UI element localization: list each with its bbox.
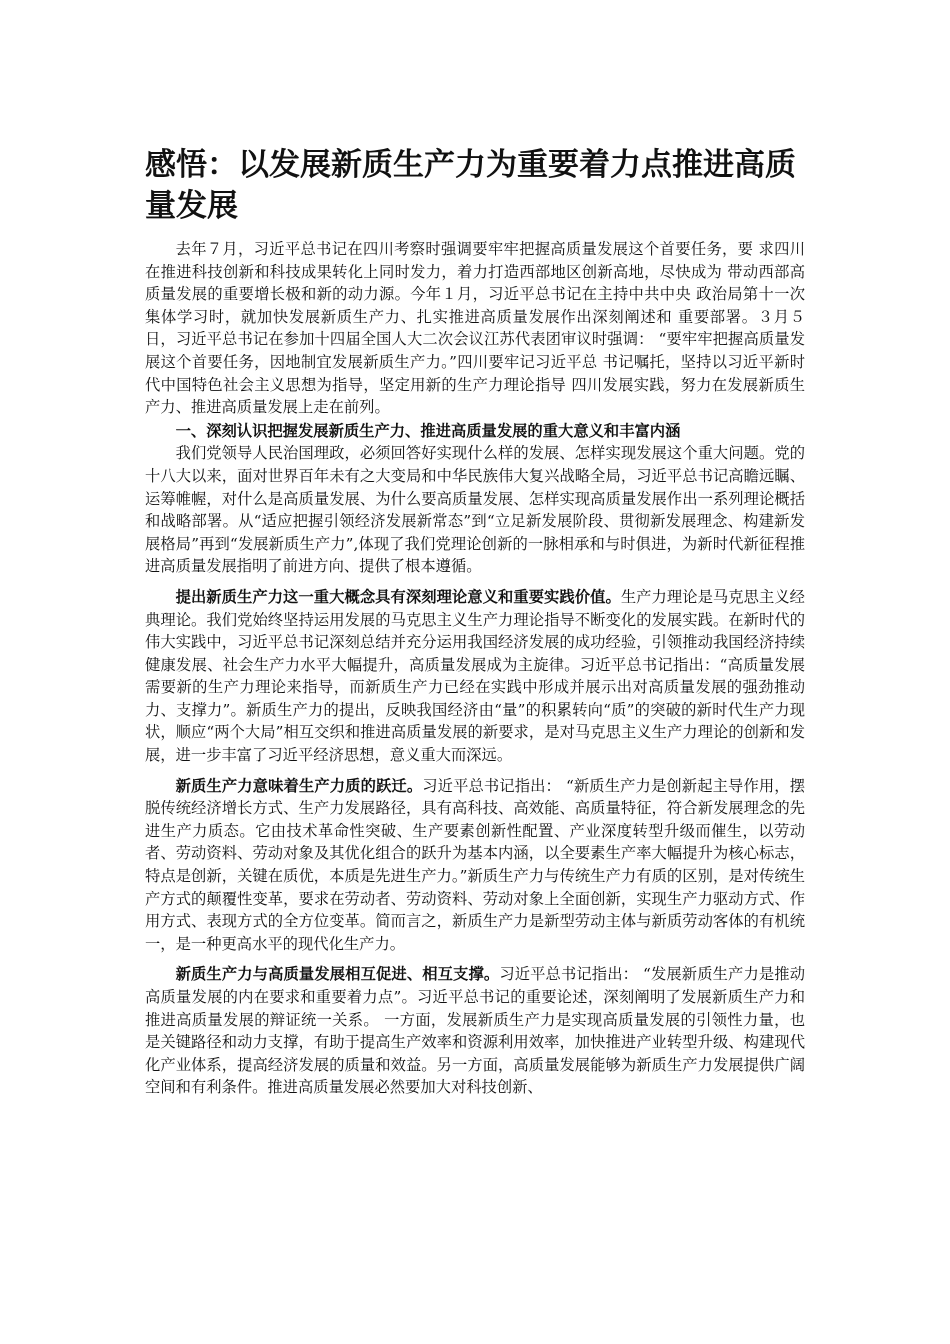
paragraph-4 [145,963,805,1099]
document-body [145,238,805,1099]
paragraph-2-lead: 提出新质生产力这一重大概念具有深刻理论意义和重要实践价值。 [175,587,621,606]
paragraph-4-text: 习近平总书记指出： “发展新质生产力是推动高质量发展的内在要求和重要着力点”。习近平总书记的重要论述，深刻阐明了发展新质生产力和推进高质量发展的辩证统一关系。 一方面，发展新质生产力是实现高质量发展的引领性力量，也是关键路径和动力支撑，有助于提高生产效率和资源利用效率，加快推进产业转型升级、构建现代化产业体系，提高经济发展的质量和效益。另一方面，高质量发展能够为新质生产力发展提供广阔空间和有利条件。推进高质量发展必然要加大对科技创新、 [145,965,805,1097]
intro-paragraph: 去年７月，习近平总书记在四川考察时强调要牢牢把握高质量发展这个首要任务，要 求四川在推进科技创新和科技成果转化上同时发力，着力打造西部地区创新高地，尽快成为 带动西部高质量发展的重要增长极和新的动力源。今年１月，习近平总书记在主持中共中央 政治局第十一次集体学习时，就加快发展新质生产力、扎实推进高质量发展作出深刻阐述和 重要部署。３月５日，习近平总书记在参加十四届全国人大二次会议江苏代表团审议时强调： “要牢牢把握高质量发展这个首要任务，因地制宜发展新质生产力。”四川要牢记习近平总 书记嘱托，坚持以习近平新时代中国特色社会主义思想为指导，坚定用新的生产力理论指导 四川发展实践，努力在发展新质生产力、推进高质量发展上走在前列。 [145,240,805,417]
paragraph-3-text: 习近平总书记指出： “新质生产力是创新起主导作用，摆脱传统经济增长方式、生产力发展路径，具有高科技、高效能、高质量特征，符合新发展理念的先进生产力质态。它由技术革命性突破、生产要素创新性配置、产业深度转型升级而催生，以劳动者、劳动资料、劳动对象及其优化组合的跃升为基本内涵，以全要素生产率大幅提升为核心标志，特点是创新，关键在质优，本质是先进生产力。”新质生产力与传统生产力有质的区别，是对传统生产方式的颠覆性变革，要求在劳动者、劳动资料、劳动对象上全面创新，实现生产力驱动方式、作用方式、表现方式的全方位变革。简而言之，新质生产力是新型劳动主体与新质劳动客体的有机统一，是一种更高水平的现代化生产力。 [145,776,805,953]
paragraph-3 [145,775,805,956]
paragraph-4-lead: 新质生产力与高质量发展相互促进、相互支撑。 [175,965,500,984]
paragraph-3-lead: 新质生产力意味着生产力质的跃迁。 [175,776,423,795]
paragraph-1: 我们党领导人民治国理政，必须回答好实现什么样的发展、怎样实现发展这个重大问题。党的十八大以来，面对世界百年未有之大变局和中华民族伟大复兴战略全局，习近平总书记高瞻远瞩、运筹帷幄，对什么是高质量发展、为什么要高质量发展、怎样实现高质量发展作出一系列理论概括和战略部署。从“适应把握引领经济发展新常态”到“立足新发展阶段、贯彻新发展理念、构建新发展格局”再到“发展新质生产力”,体现了我们党理论创新的一脉相承和与时俱进，为新时代新征程推进高质量发展指明了前进方向、提供了根本遵循。 [145,444,805,576]
paragraph-2 [145,586,805,767]
paragraph-2-text: 生产力理论是马克思主义经典理论。我们党始终坚持运用发展的马克思主义生产力理论指导不断变化的发展实践。在新时代的伟大实践中，习近平总书记深刻总结并充分运用我国经济发展的成功经验，引领推动我国经济持续健康发展、社会生产力水平大幅提升，高质量发展成为主旋律。习近平总书记指出：“高质量发展需要新的生产力理论来指导，而新质生产力已经在实践中形成并展示出对高质量发展的强劲推动力、支撑力”。新质生产力的提出，反映我国经济由“量”的积累转向“质”的突破的新时代生产力现状，顺应“两个大局”相互交织和推进高质量发展的新要求，是对马克思主义生产力理论的创新和发展，进一步丰富了习近平经济思想，意义重大而深远。 [145,587,805,765]
document-title: 感悟：以发展新质生产力为重要着力点推进高质量发展 [145,147,796,224]
section-heading: 一、深刻认识把握发展新质生产力、推进高质量发展的重大意义和丰富内涵 [175,421,681,440]
